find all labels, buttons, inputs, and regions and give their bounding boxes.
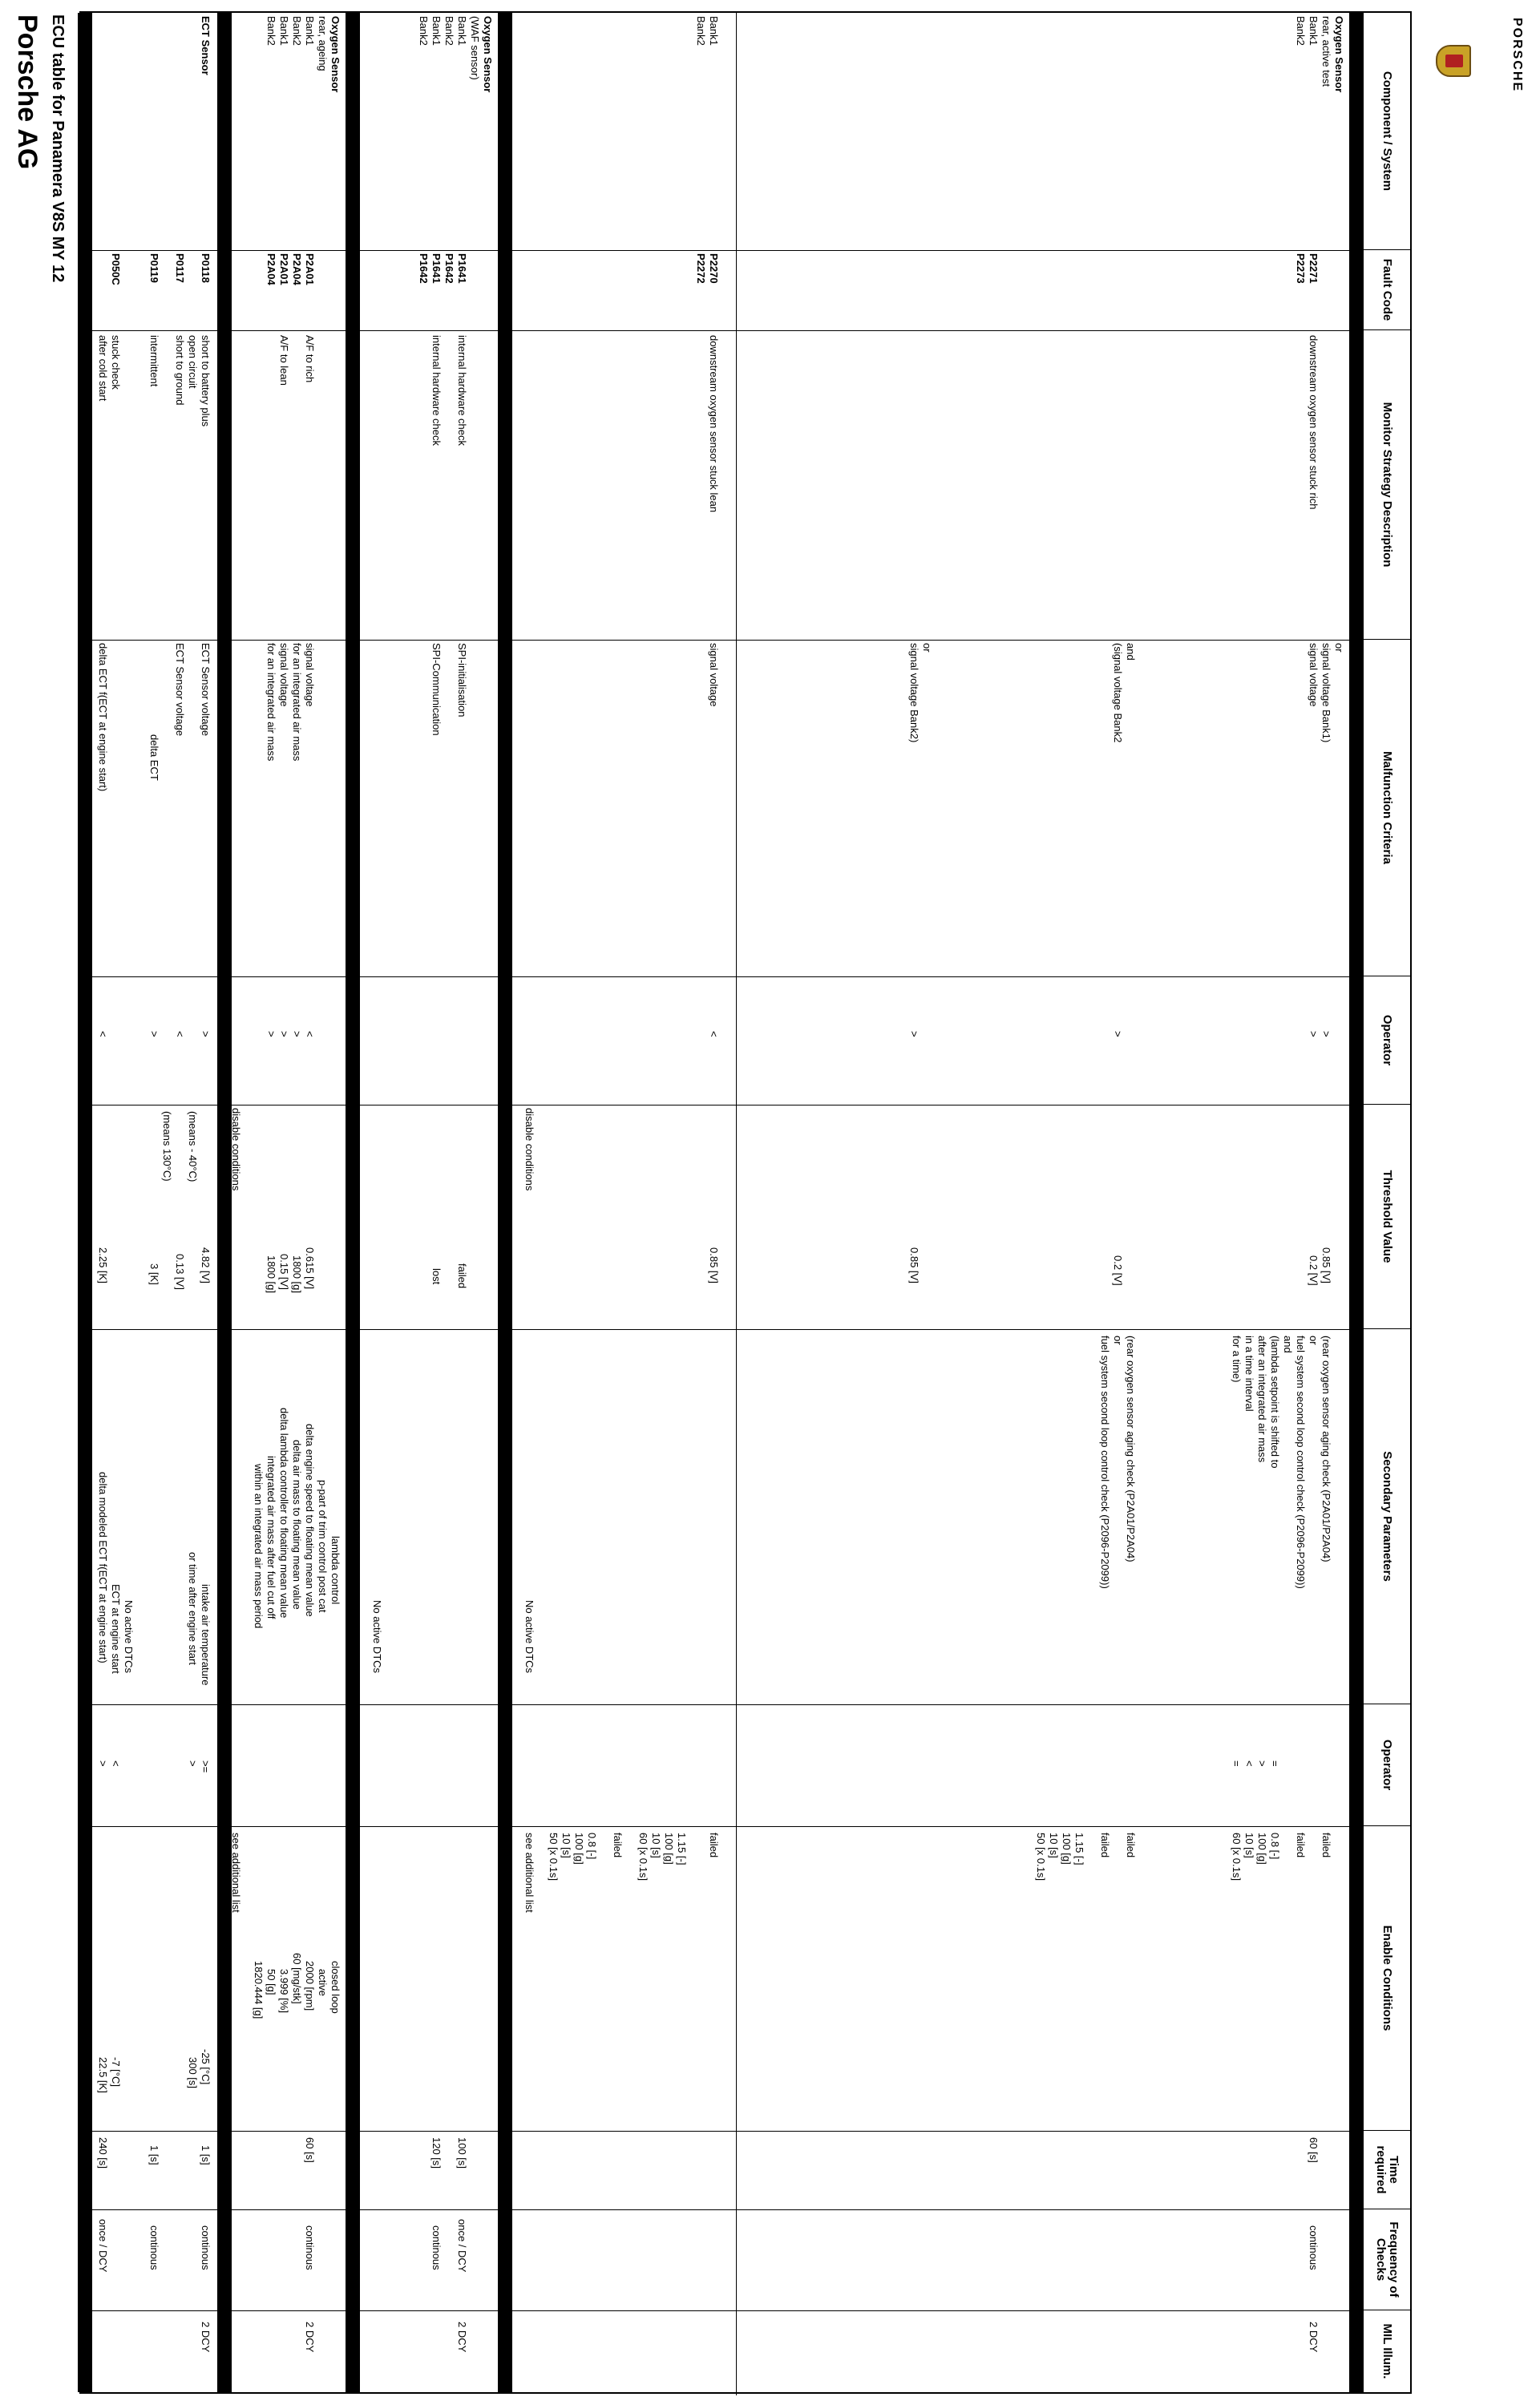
enable-condition: 1.15 [-]: [1073, 1833, 1085, 1865]
secondary-param: fuel system second loop control check (P2096-P2099)): [1099, 1336, 1111, 1589]
operator: >: [1112, 1031, 1124, 1037]
enable-condition: 100 [g]: [663, 1833, 675, 1865]
col-monitor: Monitor Strategy Description: [1364, 330, 1410, 640]
component-sub: (WAF sensor): [469, 16, 481, 80]
fault-code: P0117: [174, 253, 186, 283]
secondary-operator: >: [1256, 1760, 1268, 1767]
mil-illum: 2 DCY: [304, 2322, 316, 2353]
document-title: Porsche AG: [12, 14, 42, 170]
component-bank: Bank1: [708, 16, 720, 46]
criteria-text: delta ECT: [148, 734, 160, 781]
fault-code: P1642: [443, 253, 455, 284]
criteria-text: signal voltage: [1308, 643, 1320, 707]
col-threshold: Threshold Value: [1364, 1105, 1410, 1329]
operator: <: [304, 1031, 316, 1037]
fault-code: P1641: [456, 253, 468, 284]
secondary-param: lambda control: [329, 1536, 342, 1605]
enable-condition: 100 [g]: [1256, 1833, 1268, 1865]
component-bank: Bank2: [291, 16, 303, 46]
threshold-value: 4.82 [V]: [200, 1247, 212, 1283]
frequency: continous: [1308, 2225, 1320, 2270]
monitor-desc: stuck check: [110, 335, 122, 390]
secondary-param: intake air temperature: [200, 1584, 212, 1686]
fault-code: P2272: [695, 253, 707, 284]
enable-condition: 1820.444 [g]: [253, 1961, 265, 2019]
enable-condition: active: [317, 1969, 329, 1996]
col-mil: MIL Illum.: [1380, 2323, 1395, 2379]
criteria-text: for an integrated air mass: [265, 643, 277, 762]
component-bank: Bank2: [418, 16, 430, 46]
enable-condition: 0.8 [-]: [1269, 1833, 1281, 1860]
operator: >: [1320, 1031, 1332, 1037]
col-component: Component / System: [1364, 13, 1410, 250]
threshold-value: 0.85 [V]: [708, 1247, 720, 1283]
enable-condition: 3.999 [%]: [278, 1969, 290, 2013]
mil-illum: 2 DCY: [1308, 2322, 1320, 2353]
criteria-text: delta ECT f(ECT at engine start): [97, 643, 109, 792]
component-bank: Bank1: [304, 16, 316, 46]
component-bank: Bank1: [1308, 16, 1320, 46]
criteria-text: and: [1125, 643, 1137, 661]
time-required: 240 [s]: [97, 2137, 109, 2169]
criteria-text: signal voltage: [708, 643, 720, 707]
col-enable: Enable Conditions: [1364, 1826, 1410, 2131]
component-label: Oxygen Sensor: [1333, 16, 1345, 93]
fault-code: P2273: [1295, 253, 1307, 284]
enable-condition: 10 [s]: [1243, 1833, 1255, 1858]
secondary-param: or: [1112, 1336, 1124, 1345]
col-frequency: Frequency of Checks: [1364, 2209, 1410, 2310]
threshold-value: (means 130°C): [161, 1111, 173, 1182]
secondary-param: fuel system second loop control check (P2096-P2099)): [1295, 1336, 1307, 1589]
secondary-param: in a time interval: [1243, 1336, 1255, 1412]
enable-condition: failed: [708, 1833, 720, 1858]
secondary-param: No active DTCs: [371, 1600, 383, 1674]
col-fault-code: Fault Code: [1364, 250, 1410, 330]
criteria-text: SPI-Communication: [430, 643, 443, 736]
section-divider: [78, 13, 92, 2392]
secondary-operator: >=: [200, 1760, 212, 1773]
criteria-text: SPI-initialisation: [456, 643, 468, 717]
secondary-param: integrated air mass after fuel cut off: [265, 1456, 277, 1619]
secondary-operator: <: [1243, 1760, 1255, 1767]
col-time: Time required: [1364, 2131, 1410, 2209]
enable-condition: failed: [1099, 1833, 1111, 1858]
component-label: Oxygen Sensor: [482, 16, 494, 93]
operator: >: [908, 1031, 920, 1037]
frequency: continous: [430, 2225, 443, 2270]
secondary-param: and: [1282, 1336, 1294, 1353]
section-divider: [217, 13, 232, 2392]
enable-condition: 60 [x 0.1s]: [1231, 1833, 1243, 1881]
operator: <: [97, 1031, 109, 1037]
criteria-text: ECT Sensor voltage: [174, 643, 186, 737]
frequency: continous: [200, 2225, 212, 2270]
secondary-operator: =: [1231, 1760, 1243, 1767]
criteria-text: (signal voltage Bank2: [1112, 643, 1124, 743]
enable-condition: see additional list: [230, 1833, 242, 1913]
secondary-operator: >: [187, 1760, 199, 1767]
fault-code: P2A04: [265, 253, 277, 285]
threshold-value: 1800 [g]: [291, 1255, 303, 1293]
enable-condition: 100 [g]: [1061, 1833, 1073, 1865]
fault-code: P2A01: [278, 253, 290, 285]
secondary-param: delta modeled ECT f(ECT at engine start): [97, 1472, 109, 1663]
section-divider: [498, 13, 512, 2392]
enable-condition: failed: [1125, 1833, 1137, 1858]
time-required: 1 [s]: [148, 2145, 160, 2165]
fault-code: P1642: [418, 253, 430, 284]
enable-condition: -7 [°C]: [110, 2057, 122, 2087]
monitor-desc: internal hardware check: [430, 335, 443, 447]
threshold-value: 2.25 [K]: [97, 1247, 109, 1283]
time-required: 100 [s]: [456, 2137, 468, 2169]
secondary-param: for a time): [1231, 1336, 1243, 1383]
porsche-logo: [1484, 18, 1524, 130]
frequency: continous: [148, 2225, 160, 2270]
fault-code: P2A04: [291, 253, 303, 285]
enable-condition: 1.15 [-]: [676, 1833, 688, 1865]
secondary-operator: =: [1269, 1760, 1281, 1767]
operator: >: [278, 1031, 290, 1037]
secondary-param: delta air mass to floating mean value: [291, 1440, 303, 1610]
component-bank: Bank2: [1295, 16, 1307, 46]
secondary-param: delta lambda controller to floating mean value: [278, 1408, 290, 1619]
component-bank: Bank1: [278, 16, 290, 46]
secondary-param: delta engine speed to floating mean value: [304, 1424, 316, 1617]
threshold-value: 0.2 [V]: [1308, 1255, 1320, 1286]
criteria-text: or: [1333, 643, 1345, 653]
enable-condition: 22.5 [K]: [97, 2057, 109, 2093]
enable-condition: failed: [612, 1833, 624, 1858]
monitor-desc: A/F to rich: [304, 335, 316, 383]
mil-illum: 2 DCY: [200, 2322, 212, 2353]
frequency: once / DCY: [97, 2219, 109, 2273]
enable-condition: 100 [g]: [573, 1833, 585, 1865]
monitor-desc: internal hardware check: [456, 335, 468, 447]
threshold-value: 0.85 [V]: [908, 1247, 920, 1283]
secondary-param: after an integrated air mass: [1256, 1336, 1268, 1463]
component-bank: Bank2: [443, 16, 455, 46]
monitor-desc: A/F to lean: [278, 335, 290, 386]
time-required: 1 [s]: [200, 2145, 212, 2165]
enable-condition: 2000 [rpm]: [304, 1961, 316, 2011]
enable-condition: closed loop: [329, 1961, 342, 2014]
enable-condition: 10 [s]: [650, 1833, 662, 1858]
col-secondary: Secondary Parameters: [1364, 1329, 1410, 1704]
disable-conditions: disable conditions: [523, 1108, 536, 1191]
operator: >: [265, 1031, 277, 1037]
section-divider: [1349, 13, 1364, 2392]
fault-code: P0119: [148, 253, 160, 283]
criteria-text: or: [921, 643, 933, 653]
monitor-desc: open circuit: [187, 335, 199, 389]
threshold-value: lost: [430, 1268, 443, 1285]
threshold-value: 0.15 [V]: [278, 1254, 290, 1290]
monitor-desc: after cold start: [97, 335, 109, 402]
secondary-operator: >: [97, 1760, 109, 1767]
threshold-value: 3 [K]: [148, 1263, 160, 1285]
fault-code: P1641: [430, 253, 443, 284]
criteria-text: signal voltage: [304, 643, 316, 707]
time-required: 60 [s]: [1308, 2137, 1320, 2163]
threshold-value: (means - 40°C): [187, 1111, 199, 1182]
col-operator-2: Operator: [1364, 1704, 1410, 1826]
enable-condition: 0.8 [-]: [586, 1833, 598, 1860]
monitor-desc: intermittent: [148, 335, 160, 387]
time-required: 60 [s]: [304, 2137, 316, 2163]
section-divider: [346, 13, 360, 2392]
enable-condition: 10 [s]: [1048, 1833, 1060, 1858]
monitor-desc: downstream oxygen sensor stuck lean: [708, 335, 720, 513]
operator: <: [708, 1031, 720, 1037]
operator: >: [291, 1031, 303, 1037]
operator: <: [174, 1031, 186, 1037]
secondary-param: (rear oxygen sensor aging check (P2A01/P2A04): [1320, 1336, 1332, 1562]
secondary-operator: <: [110, 1760, 122, 1767]
col-operator: Operator: [1364, 976, 1410, 1105]
threshold-value: failed: [456, 1263, 468, 1289]
enable-condition: 50 [g]: [265, 1969, 277, 1995]
secondary-param: or: [1308, 1336, 1320, 1345]
enable-condition: 50 [x 0.1s]: [1035, 1833, 1047, 1881]
component-label: ECT Sensor: [200, 16, 212, 75]
component-bank: Bank2: [265, 16, 277, 46]
secondary-param: (rear oxygen sensor aging check (P2A01/P2A04): [1125, 1336, 1137, 1562]
operator: >: [1308, 1031, 1320, 1037]
enable-condition: 300 [s]: [187, 2057, 199, 2089]
criteria-text: for an integrated air mass: [291, 643, 303, 762]
document-subtitle: ECU table for Panamera V8S MY 12: [49, 14, 67, 283]
threshold-value: 0.85 [V]: [1320, 1247, 1332, 1283]
fault-code: P0118: [200, 253, 212, 283]
porsche-crest-icon: [1436, 45, 1471, 77]
enable-condition: 60 [x 0.1s]: [637, 1833, 649, 1881]
fault-code: P2270: [708, 253, 720, 284]
operator: >: [200, 1031, 212, 1037]
secondary-param: ECT at engine start: [110, 1584, 122, 1674]
component-bank: Bank1: [430, 16, 443, 46]
table-header: [1362, 13, 1410, 2392]
enable-condition: see additional list: [523, 1833, 536, 1913]
col-criteria: Malfunction Criteria: [1364, 640, 1410, 976]
criteria-text: ECT Sensor voltage: [200, 643, 212, 737]
monitor-desc: downstream oxygen sensor stuck rich: [1308, 335, 1320, 510]
secondary-param: or time after engine start: [187, 1552, 199, 1665]
enable-condition: failed: [1295, 1833, 1307, 1858]
time-required: 120 [s]: [430, 2137, 443, 2169]
operator: >: [148, 1031, 160, 1037]
mil-illum: 2 DCY: [456, 2322, 468, 2353]
fault-code: P2271: [1308, 253, 1320, 284]
enable-condition: 60 [mg/stk]: [291, 1953, 303, 2004]
brand-wordmark: PORSCHE: [1510, 18, 1524, 93]
secondary-param: No active DTCs: [523, 1600, 536, 1674]
criteria-text: signal voltage Bank1): [1320, 643, 1332, 743]
frequency: continous: [304, 2225, 316, 2270]
enable-condition: failed: [1320, 1833, 1332, 1858]
criteria-text: signal voltage: [278, 643, 290, 707]
fault-code: P2A01: [304, 253, 316, 285]
monitor-desc: short to ground: [174, 335, 186, 406]
threshold-value: 0.615 [V]: [304, 1247, 316, 1290]
component-bank: Bank2: [695, 16, 707, 46]
enable-condition: -25 [°C]: [200, 2049, 212, 2085]
frequency: once / DCY: [456, 2219, 468, 2273]
ecu-table: [79, 11, 1412, 2394]
secondary-param: No active DTCs: [123, 1600, 135, 1674]
secondary-param: within an integrated air mass period: [253, 1464, 265, 1629]
threshold-value: 0.13 [V]: [174, 1254, 186, 1290]
enable-condition: 50 [x 0.1s]: [548, 1833, 560, 1881]
threshold-value: 1800 [g]: [265, 1255, 277, 1293]
monitor-desc: short to battery plus: [200, 335, 212, 427]
disable-conditions: disable conditions: [230, 1108, 242, 1191]
component-sub: rear, ageing: [317, 16, 329, 71]
secondary-param: (lambda setpoint is shifted to: [1269, 1336, 1281, 1469]
enable-condition: 10 [s]: [560, 1833, 572, 1858]
component-bank: Bank1: [456, 16, 468, 46]
secondary-param: p-part of trim control post cat: [317, 1480, 329, 1613]
component-sub: rear, active test: [1320, 16, 1332, 87]
fault-code: P050C: [110, 253, 122, 285]
criteria-text: signal voltage Bank2): [908, 643, 920, 743]
threshold-value: 0.2 [V]: [1112, 1255, 1124, 1286]
component-label: Oxygen Sensor: [329, 16, 342, 93]
